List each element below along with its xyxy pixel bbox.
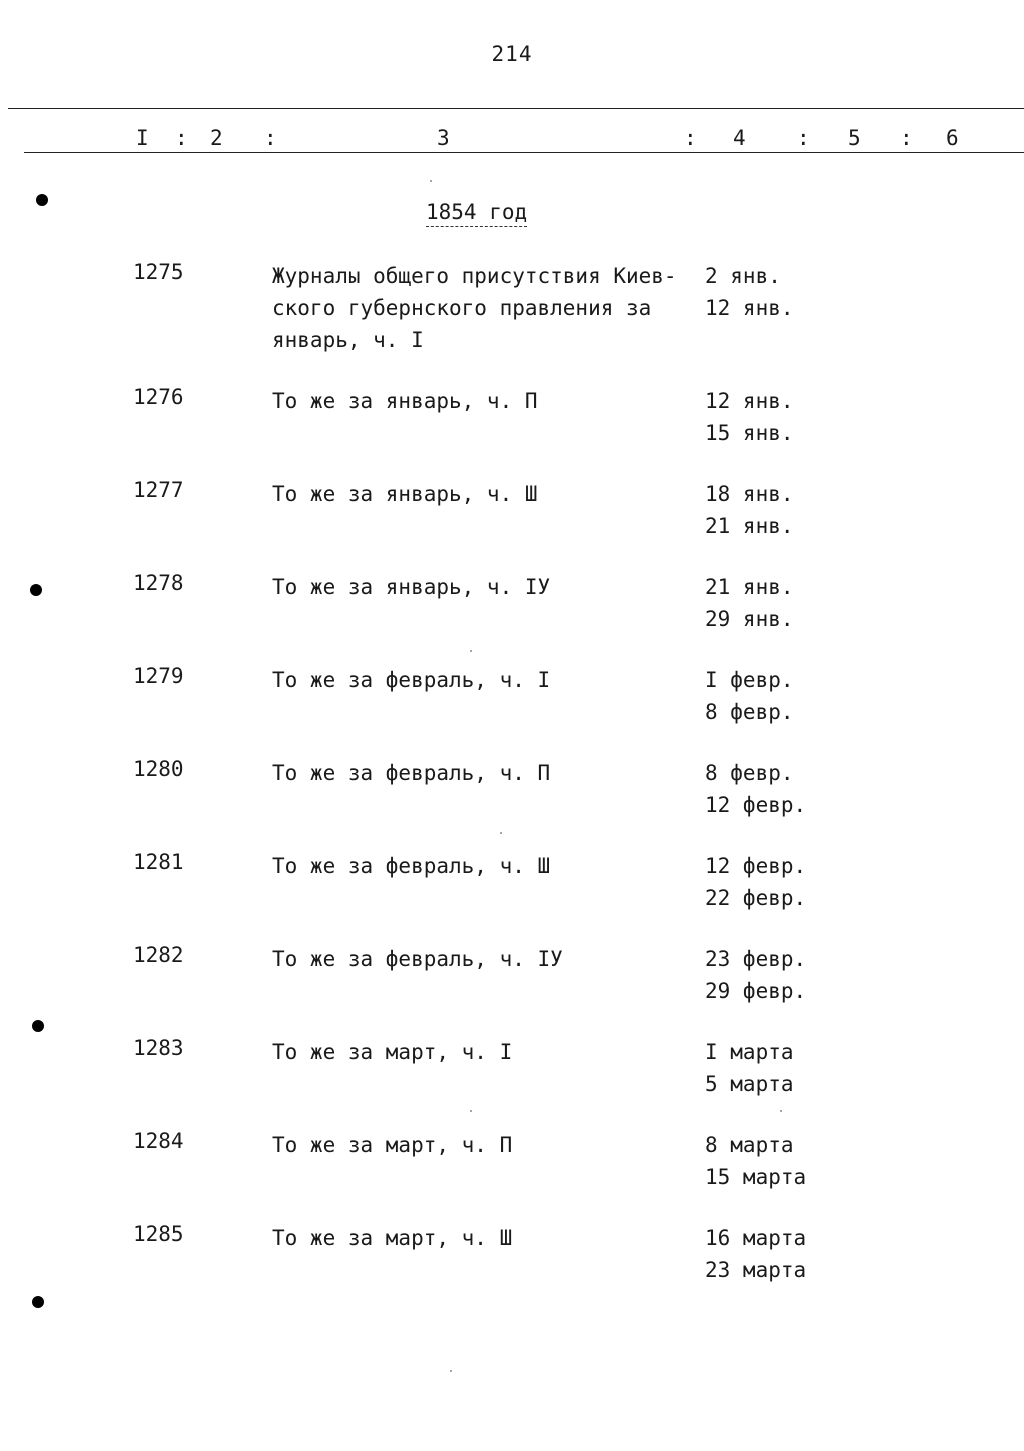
entry-number: 1285 — [133, 1222, 184, 1246]
entry-dates — [705, 571, 825, 635]
entry-dates — [705, 850, 825, 914]
date-from: 18 янв. — [705, 482, 794, 506]
scan-speck — [470, 650, 472, 652]
entry-number: 1281 — [133, 850, 184, 874]
entry-number: 1277 — [133, 478, 184, 502]
date-to: 23 марта — [705, 1258, 807, 1282]
date-to: 29 янв. — [705, 607, 794, 631]
entry-description: То же за март, ч. Ш — [272, 1226, 513, 1250]
date-to: 15 марта — [705, 1165, 807, 1189]
date-from: I февр. — [705, 668, 794, 692]
header-rule-top — [8, 108, 1024, 109]
entry-dates — [705, 478, 825, 542]
header-rule-bottom — [24, 152, 1024, 153]
entry-dates — [705, 1036, 825, 1100]
entry-description: То же за февраль, ч. Ш — [272, 854, 551, 878]
date-from: 8 марта — [705, 1133, 794, 1157]
column-separator: : — [900, 126, 913, 150]
date-to: 12 янв. — [705, 296, 794, 320]
entry-number: 1279 — [133, 664, 184, 688]
column-header-5: 5 — [848, 126, 861, 150]
entry-number: 1280 — [133, 757, 184, 781]
scan-speck — [430, 180, 432, 182]
entry-description: То же за март, ч. I — [272, 1040, 513, 1064]
entry-description: То же за февраль, ч. I — [272, 668, 551, 692]
date-to: 15 янв. — [705, 421, 794, 445]
punch-hole — [36, 194, 48, 206]
column-separator: : — [797, 126, 810, 150]
scan-speck — [780, 1110, 782, 1112]
date-from: 23 февр. — [705, 947, 807, 971]
entry-dates — [705, 1129, 825, 1193]
column-separator: : — [684, 126, 697, 150]
entry-description: Журналы общего присутствия Киев- ского губернского правления за январь, ч. I — [272, 264, 677, 352]
date-from: 8 февр. — [705, 761, 794, 785]
punch-hole — [30, 584, 42, 596]
year-heading: 1854 год — [426, 200, 527, 227]
entry-description: То же за февраль, ч. П — [272, 761, 551, 785]
entry-dates — [705, 385, 825, 449]
column-header-6: 6 — [946, 126, 959, 150]
date-to: 8 февр. — [705, 700, 794, 724]
scan-speck — [500, 832, 502, 834]
date-from: 12 янв. — [705, 389, 794, 413]
entry-number: 1282 — [133, 943, 184, 967]
entry-description: То же за январь, ч. Ш — [272, 482, 538, 506]
date-to: 5 марта — [705, 1072, 794, 1096]
column-header-3: 3 — [437, 126, 450, 150]
entry-description: То же за январь, ч. П — [272, 389, 538, 413]
column-header-2: 2 — [210, 126, 223, 150]
column-header-row — [0, 126, 1024, 152]
page-number: 214 — [491, 42, 533, 66]
column-separator: : — [264, 126, 277, 150]
entry-number: 1276 — [133, 385, 184, 409]
date-from: I марта — [705, 1040, 794, 1064]
entry-number: 1278 — [133, 571, 184, 595]
date-from: 2 янв. — [705, 264, 781, 288]
entry-dates — [705, 757, 825, 821]
punch-hole — [32, 1296, 44, 1308]
punch-hole — [32, 1020, 44, 1032]
entry-number: 1284 — [133, 1129, 184, 1153]
entry-number: 1283 — [133, 1036, 184, 1060]
date-from: 12 февр. — [705, 854, 807, 878]
column-header-4: 4 — [733, 126, 746, 150]
column-separator: : — [175, 126, 188, 150]
entry-dates — [705, 260, 825, 324]
date-to: 22 февр. — [705, 886, 807, 910]
entry-number: 1275 — [133, 260, 184, 284]
date-to: 12 февр. — [705, 793, 807, 817]
entry-description: То же за январь, ч. IУ — [272, 575, 551, 599]
entry-dates — [705, 1222, 825, 1286]
scan-speck — [450, 1370, 452, 1372]
date-from: 16 марта — [705, 1226, 807, 1250]
entry-description: То же за март, ч. П — [272, 1133, 513, 1157]
scan-speck — [470, 1110, 472, 1112]
date-from: 21 янв. — [705, 575, 794, 599]
date-to: 21 янв. — [705, 514, 794, 538]
entry-dates — [705, 664, 825, 728]
date-to: 29 февр. — [705, 979, 807, 1003]
entry-dates — [705, 943, 825, 1007]
entry-description: То же за февраль, ч. IУ — [272, 947, 563, 971]
column-header-1: I — [136, 126, 149, 150]
